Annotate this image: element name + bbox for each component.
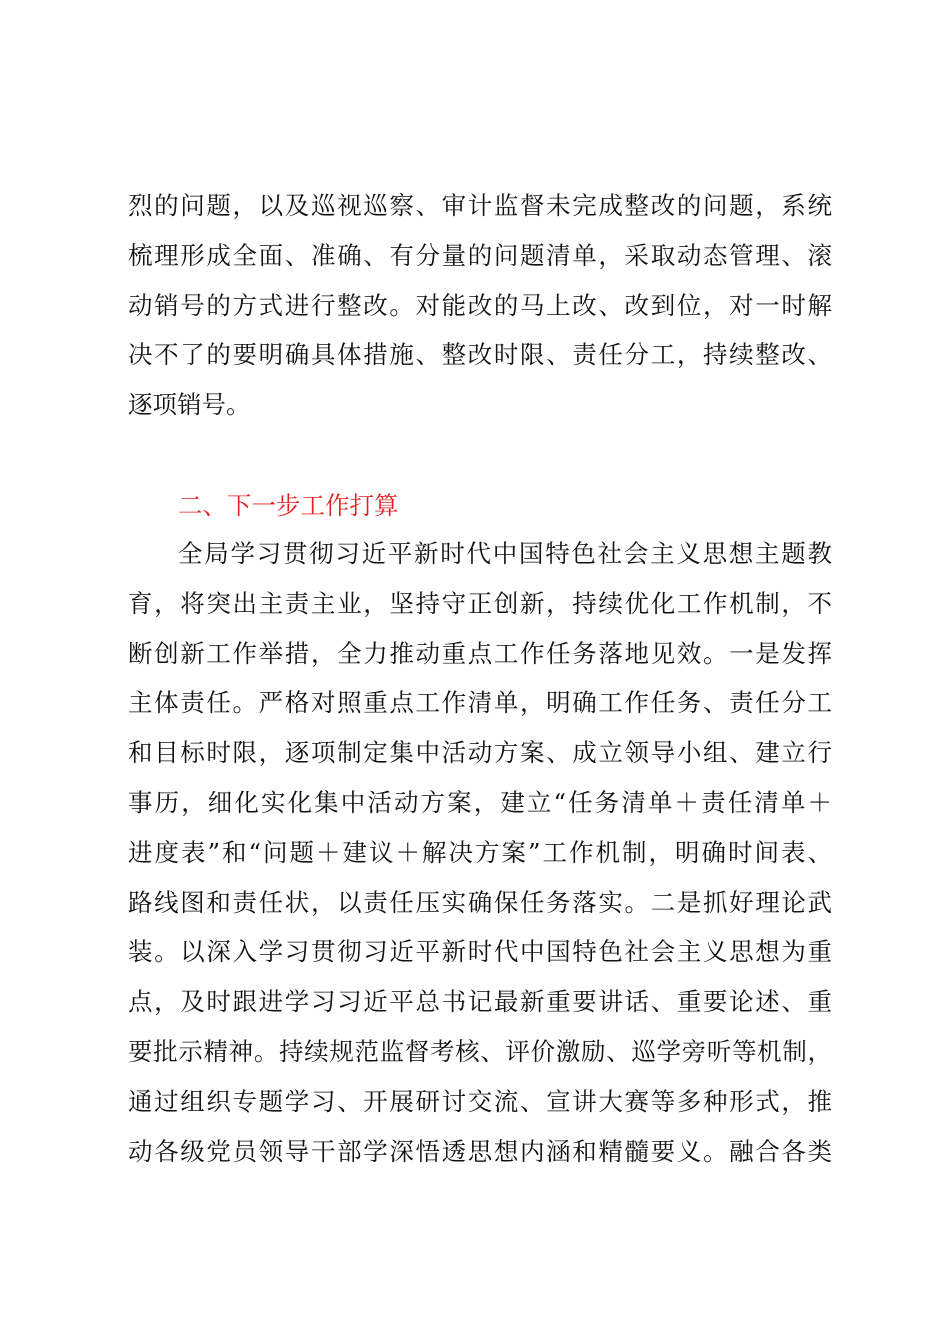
paragraph-line: 路线图和责任状，以责任压实确保任务落实。二是抓好理论武: [128, 887, 832, 917]
paragraph-line: 和目标时限，逐项制定集中活动方案、成立领导小组、建立行: [128, 738, 832, 768]
paragraph-line: 通过组织专题学习、开展研讨交流、宣讲大赛等多种形式，推: [128, 1086, 832, 1116]
paragraph-line: 全局学习贯彻习近平新时代中国特色社会主义思想主题教: [178, 539, 832, 568]
paragraph-line: 主体责任。严格对照重点工作清单，明确工作任务、责任分工: [128, 688, 832, 718]
paragraph-line: 点，及时跟进学习习近平总书记最新重要讲话、重要论述、重: [128, 987, 832, 1017]
paragraph-line: 装。以深入学习贯彻习近平新时代中国特色社会主义思想为重: [128, 937, 832, 967]
paragraph-next-steps: [128, 529, 832, 1176]
paragraph-line: 决不了的要明确具体措施、整改时限、责任分工，持续整改、: [128, 340, 832, 370]
paragraph-continued: [128, 181, 832, 430]
paragraph-line: 动各级党员领导干部学深悟透思想内涵和精髓要义。融合各类: [128, 1136, 832, 1166]
paragraph-line: 进度表”和“问题＋建议＋解决方案”工作机制，明确时间表、: [128, 837, 832, 867]
paragraph-line: 事历，细化实化集中活动方案，建立“任务清单＋责任清单＋: [128, 787, 832, 817]
paragraph-line: 动销号的方式进行整改。对能改的马上改、改到位，对一时解: [128, 290, 832, 320]
paragraph-line: 育，将突出主责主业，坚持守正创新，持续优化工作机制，不: [128, 588, 832, 618]
paragraph-line: 断创新工作举措，全力推动重点工作任务落地见效。一是发挥: [128, 638, 832, 668]
section-heading: 二、下一步工作打算: [178, 491, 399, 520]
paragraph-line: 梳理形成全面、准确、有分量的问题清单，采取动态管理、滚: [128, 240, 832, 270]
paragraph-line: 烈的问题，以及巡视巡察、审计监督未完成整改的问题，系统: [128, 191, 832, 220]
paragraph-line: 逐项销号。: [128, 390, 251, 420]
paragraph-line: 要批示精神。持续规范监督考核、评价激励、巡学旁听等机制，: [128, 1036, 832, 1066]
